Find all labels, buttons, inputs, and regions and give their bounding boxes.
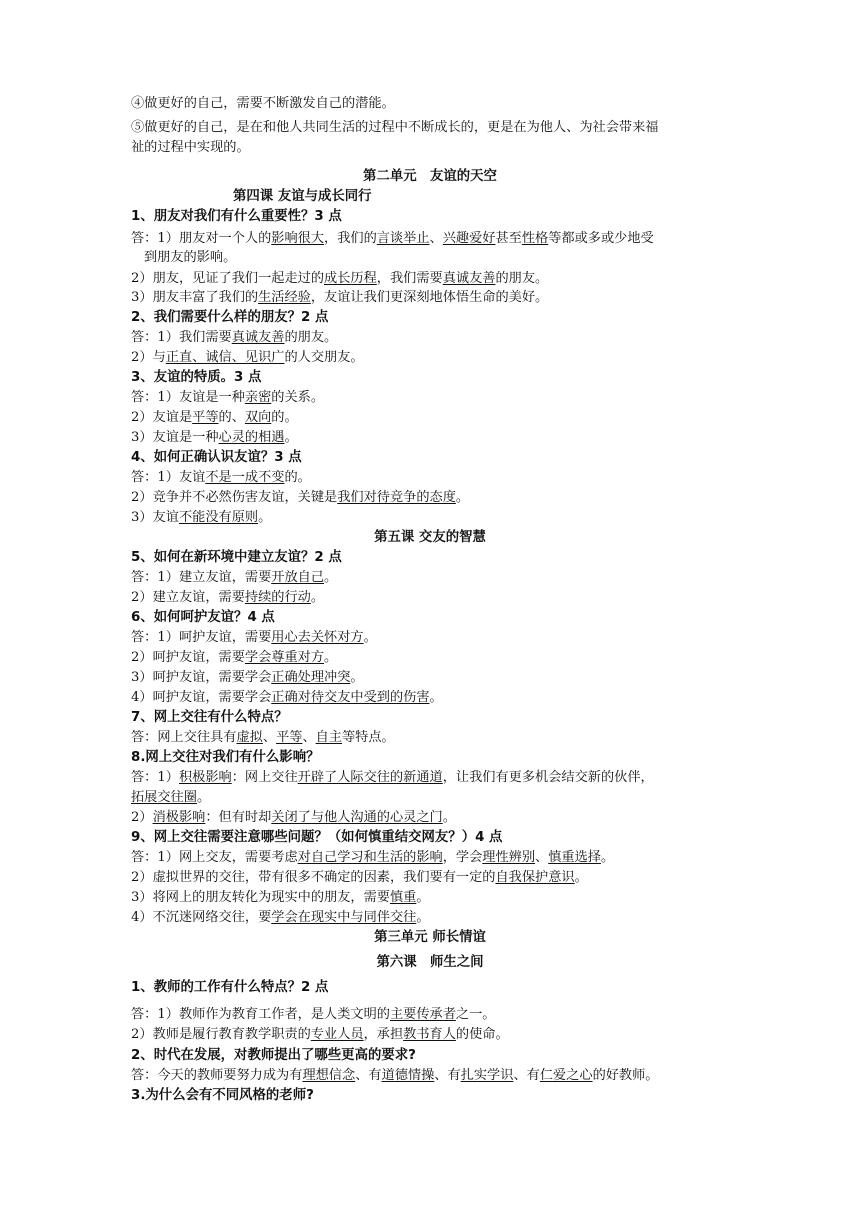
- text-run: 答：1）建立友谊，需要: [131, 570, 272, 585]
- text-run: ：网上交往: [231, 770, 298, 785]
- text-run: ，我们需要: [376, 271, 443, 286]
- underlined-keyword: 双向: [244, 410, 272, 425]
- body-line: [131, 508, 741, 528]
- text-run: 、有: [513, 1068, 540, 1083]
- text-run: 的人交朋友。: [284, 350, 364, 365]
- text-run: 。: [310, 590, 325, 605]
- text-run: 4）不沉迷网络交往，要: [131, 910, 272, 925]
- text-run: 的使命。: [455, 1027, 509, 1042]
- underlined-keyword: 消极影响: [152, 810, 206, 825]
- text-run: 。: [284, 430, 298, 445]
- text-run: 3）友谊: [131, 510, 179, 525]
- underlined-keyword: 我们对待竞争的态度: [337, 490, 456, 505]
- body-line: [131, 348, 741, 368]
- body-line: [131, 908, 741, 928]
- question-heading: [131, 608, 741, 628]
- text-run: ，承担: [363, 1027, 404, 1042]
- text-run: 3）朋友丰富了我们的: [131, 290, 259, 305]
- underlined-keyword: 心灵的相遇: [218, 430, 285, 445]
- text-run: ，我们的: [324, 231, 377, 246]
- text-run: 。: [429, 690, 443, 705]
- text-run: 的朋友。: [495, 271, 549, 286]
- body-line: [131, 488, 741, 508]
- question-heading: [131, 368, 741, 388]
- question-heading: [131, 708, 741, 728]
- text-run: 、: [535, 850, 549, 865]
- text-run: 答：1）友谊是一种: [131, 390, 245, 405]
- body-line: [131, 788, 741, 808]
- text-run: 甚至: [495, 231, 522, 246]
- body-line: [131, 94, 741, 114]
- question-heading: [131, 448, 741, 468]
- text-run: 答：1）呵护友谊，需要: [131, 630, 272, 645]
- text-run: 。: [416, 890, 430, 905]
- body-line: [131, 468, 741, 488]
- underlined-keyword: 正确处理冲突: [271, 670, 351, 685]
- body-line: [131, 628, 741, 648]
- section-heading: [0, 928, 860, 948]
- body-line: [131, 269, 741, 289]
- body-line: [131, 768, 741, 788]
- text-run: 第五课 交友的智慧: [374, 530, 486, 545]
- body-line: [131, 248, 754, 268]
- body-line: [131, 288, 741, 308]
- body-line: [131, 408, 741, 428]
- text-run: 2、时代在发展，对教师提出了哪些更高的要求?: [131, 1048, 416, 1063]
- text-run: 5、如何在新环境中建立友谊？2 点: [131, 550, 342, 565]
- text-run: 2）呵护友谊，需要: [131, 650, 245, 665]
- text-run: 9、网上交往需要注意哪些问题？（如何慎重结交网友？）4 点: [131, 830, 503, 845]
- text-run: 之一。: [455, 1007, 496, 1022]
- text-run: 8.网上交往对我们有什么影响？: [131, 750, 320, 765]
- underlined-keyword: 虚拟: [236, 730, 263, 745]
- body-line: [131, 1025, 741, 1045]
- underlined-keyword: 慎重: [389, 890, 417, 905]
- text-run: 。: [196, 790, 211, 805]
- text-run: 第三单元 师长情谊: [374, 930, 486, 945]
- underlined-keyword: 慎重选择: [548, 850, 601, 865]
- text-run: 3、友谊的特质。3 点: [131, 370, 262, 385]
- underlined-keyword: 自我保护意识: [495, 870, 575, 885]
- text-run: 3.为什么会有不同风格的老师?: [131, 1088, 314, 1103]
- text-run: 。: [455, 490, 470, 505]
- text-run: ⑤做更好的自己，是在和他人共同生活的过程中不断成长的，更是在为他人、为社会带来福: [131, 120, 659, 135]
- underlined-keyword: 真诚友善: [231, 330, 285, 345]
- text-run: ，友谊让我们更深刻地体悟生命的美好。: [310, 290, 549, 305]
- text-run: 4）呵护友谊，需要学会: [131, 690, 272, 705]
- body-line: [131, 1005, 741, 1025]
- text-run: 答：1）网上交友，需要考虑: [131, 850, 298, 865]
- underlined-keyword: 真诚友善: [442, 271, 496, 286]
- lesson-heading: [0, 187, 860, 207]
- underlined-keyword: 自主: [315, 730, 342, 745]
- question-heading: [131, 828, 741, 848]
- underlined-keyword: 主要传承者: [389, 1007, 456, 1022]
- underlined-keyword: 理性辨别: [482, 850, 536, 865]
- underlined-keyword: 生活经验: [258, 290, 311, 305]
- text-run: 1、教师的工作有什么特点？2 点: [131, 980, 329, 995]
- underlined-keyword: 成长历程: [324, 271, 377, 286]
- text-run: 1、朋友对我们有什么重要性？3 点: [131, 209, 342, 224]
- text-run: 。: [258, 510, 272, 525]
- text-run: 2）: [131, 810, 153, 825]
- body-line: [131, 118, 741, 138]
- text-run: 等特点。: [342, 730, 395, 745]
- underlined-keyword: 开放自己: [271, 570, 325, 585]
- underlined-keyword: 关闭了与他人沟通的心灵之门: [271, 810, 443, 825]
- question-heading: [131, 308, 741, 328]
- text-run: ④做更好的自己，需要不断激发自己的潜能。: [131, 96, 395, 111]
- body-line: [131, 229, 741, 249]
- text-run: 、有: [434, 1068, 461, 1083]
- text-run: 2）朋友，见证了我们一起走过的: [131, 271, 325, 286]
- question-heading: [131, 1046, 741, 1066]
- question-heading: [131, 978, 741, 998]
- body-line: [131, 1066, 741, 1086]
- underlined-keyword: 不能没有原则: [178, 510, 259, 525]
- text-run: 。: [442, 810, 456, 825]
- underlined-keyword: 不是一成不变: [205, 470, 285, 485]
- underlined-keyword: 用心去关怀对方: [271, 630, 364, 645]
- text-run: 2）教师是履行教育教学职责的: [131, 1027, 311, 1042]
- text-run: 2）虚拟世界的交往，带有很多不确定的因素，我们要有一定的: [131, 870, 496, 885]
- underlined-keyword: 正直、诚信、见识广: [165, 350, 285, 365]
- underlined-keyword: 言谈举止: [376, 231, 430, 246]
- body-line: [131, 888, 741, 908]
- text-run: 。: [416, 910, 430, 925]
- underlined-keyword: 道德情操: [381, 1068, 435, 1083]
- body-line: [131, 648, 741, 668]
- text-run: 第六课 师生之间: [376, 955, 484, 970]
- text-run: 、: [429, 231, 443, 246]
- underlined-keyword: 对自己学习和生活的影响: [297, 850, 443, 865]
- body-line: [131, 668, 741, 688]
- body-line: [131, 388, 741, 408]
- underlined-keyword: 性格: [521, 231, 549, 246]
- question-heading: [131, 748, 741, 768]
- underlined-keyword: 扎实学识: [460, 1068, 514, 1083]
- section-heading: [0, 953, 860, 973]
- text-run: 2、我们需要什么样的朋友？2 点: [131, 310, 329, 325]
- underlined-keyword: 平等: [276, 730, 303, 745]
- text-run: ：但有时却: [205, 810, 272, 825]
- text-run: 、: [262, 730, 277, 745]
- text-run: 2）友谊是: [131, 410, 193, 425]
- text-run: 答：1）: [131, 770, 179, 785]
- text-run: 第四课 友谊与成长同行: [233, 189, 372, 204]
- text-run: 。: [324, 570, 338, 585]
- underlined-keyword: 开辟了人际交往的新通道: [297, 770, 443, 785]
- text-run: ，学会: [442, 850, 483, 865]
- text-run: 答：今天的教师要努力成为有: [131, 1068, 303, 1083]
- underlined-keyword: 积极影响: [178, 770, 232, 785]
- underlined-keyword: 拓展交往圈: [131, 790, 197, 805]
- underlined-keyword: 专业人员: [310, 1027, 364, 1042]
- text-run: 的、: [218, 410, 245, 425]
- text-run: 答：网上交往具有: [131, 730, 237, 745]
- text-run: 到朋友的影响。: [144, 250, 237, 265]
- text-run: 4、如何正确认识友谊？3 点: [131, 450, 302, 465]
- question-heading: [131, 548, 741, 568]
- text-run: 、: [302, 730, 316, 745]
- text-run: 。: [324, 650, 338, 665]
- text-run: 、有: [355, 1068, 382, 1083]
- text-run: 的朋友。: [284, 330, 338, 345]
- text-run: 。: [574, 870, 588, 885]
- underlined-keyword: 正确对待交友中受到的伤害: [271, 690, 430, 705]
- text-run: 的好教师。: [592, 1068, 659, 1083]
- text-run: 的。: [284, 470, 311, 485]
- body-line: [131, 588, 741, 608]
- text-run: 2）与: [131, 350, 166, 365]
- text-run: 的。: [271, 410, 298, 425]
- text-run: 答：1）友谊: [131, 470, 206, 485]
- underlined-keyword: 亲密: [244, 390, 272, 405]
- underlined-keyword: 影响很大: [271, 231, 325, 246]
- underlined-keyword: 平等: [192, 410, 219, 425]
- text-run: 等都或多或少地受: [548, 231, 654, 246]
- body-line: [131, 868, 741, 888]
- question-heading: [131, 1086, 741, 1106]
- text-run: 6、如何呵护友谊？4 点: [131, 610, 275, 625]
- text-run: 答：1）我们需要: [131, 330, 232, 345]
- text-run: 祉的过程中实现的。: [131, 140, 250, 155]
- text-run: 。: [600, 850, 615, 865]
- body-line: [131, 428, 741, 448]
- body-line: [131, 848, 741, 868]
- text-run: 答：1）朋友对一个人的: [131, 231, 272, 246]
- underlined-keyword: 持续的行动: [244, 590, 311, 605]
- text-run: ，让我们有更多机会结交新的伙伴，: [442, 770, 654, 785]
- body-line: [131, 808, 741, 828]
- section-heading: [0, 167, 860, 187]
- text-run: 的关系。: [271, 390, 325, 405]
- underlined-keyword: 兴趣爱好: [442, 231, 496, 246]
- body-line: [131, 568, 741, 588]
- underlined-keyword: 理想信念: [302, 1068, 356, 1083]
- text-run: 2）建立友谊，需要: [131, 590, 245, 605]
- text-run: 第二单元 友谊的天空: [363, 169, 497, 184]
- body-line: [131, 328, 741, 348]
- question-heading: [131, 207, 741, 227]
- text-run: 3）友谊是一种: [131, 430, 219, 445]
- text-run: 。: [363, 630, 377, 645]
- body-line: [131, 728, 741, 748]
- text-run: 3）呵护友谊，需要学会: [131, 670, 272, 685]
- text-run: 。: [350, 670, 364, 685]
- text-run: 答：1）教师作为教育工作者，是人类文明的: [131, 1007, 390, 1022]
- text-run: 3）将网上的朋友转化为现实中的朋友，需要: [131, 890, 390, 905]
- section-heading: [0, 528, 860, 548]
- underlined-keyword: 学会在现实中与同伴交往: [271, 910, 417, 925]
- underlined-keyword: 学会尊重对方: [244, 650, 325, 665]
- underlined-keyword: 仁爱之心: [539, 1068, 593, 1083]
- underlined-keyword: 教书育人: [403, 1027, 456, 1042]
- body-line: [131, 688, 741, 708]
- text-run: 2）竞争并不必然伤害友谊，关键是: [131, 490, 338, 505]
- body-line: [131, 138, 741, 158]
- text-run: 7、网上交往有什么特点？: [131, 710, 288, 725]
